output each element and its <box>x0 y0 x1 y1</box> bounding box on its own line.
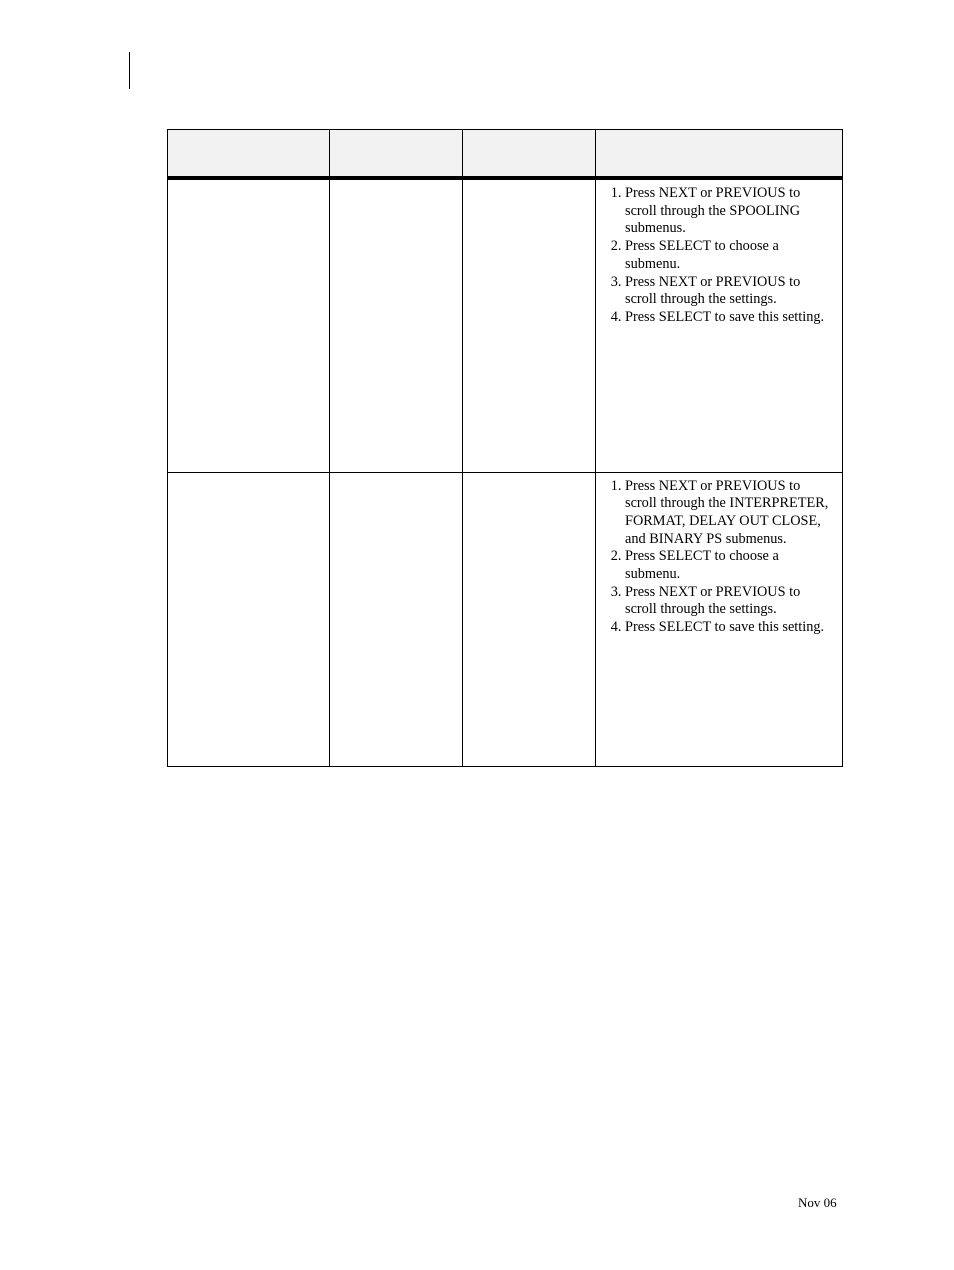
change-bar <box>129 52 130 89</box>
footer-date: Nov 06 <box>798 1195 837 1210</box>
step-item: 3. Press NEXT or PREVIOUS to scroll through the settings. <box>625 274 832 309</box>
step-item: 2. Press SELECT to choose a submenu. <box>625 238 832 273</box>
table-row <box>168 472 843 766</box>
step-item: 1. Press NEXT or PREVIOUS to scroll through the INTERPRETER, FORMAT, DELAY OUT CLOSE, and BINARY PS submenus. <box>625 478 832 549</box>
steps-list <box>596 473 842 637</box>
step-item: 2. Press SELECT to choose a submenu. <box>625 548 832 583</box>
step-item: 1. Press NEXT or PREVIOUS to scroll through the SPOOLING submenus. <box>625 185 832 238</box>
table-cell <box>168 178 330 472</box>
table-cell <box>463 472 596 766</box>
table-cell <box>330 472 463 766</box>
settings-table <box>167 129 843 767</box>
table-cell <box>463 178 596 472</box>
header-cell <box>330 130 463 179</box>
steps-cell <box>596 178 843 472</box>
header-cell <box>463 130 596 179</box>
table-cell <box>330 178 463 472</box>
table-header-row <box>168 130 843 179</box>
table-cell <box>168 472 330 766</box>
steps-cell <box>596 472 843 766</box>
table-row <box>168 178 843 472</box>
steps-list <box>596 180 842 327</box>
header-cell <box>168 130 330 179</box>
step-item: 4. Press SELECT to save this setting. <box>625 309 832 327</box>
header-cell <box>596 130 843 179</box>
step-item: 4. Press SELECT to save this setting. <box>625 619 832 637</box>
step-item: 3. Press NEXT or PREVIOUS to scroll through the settings. <box>625 584 832 619</box>
